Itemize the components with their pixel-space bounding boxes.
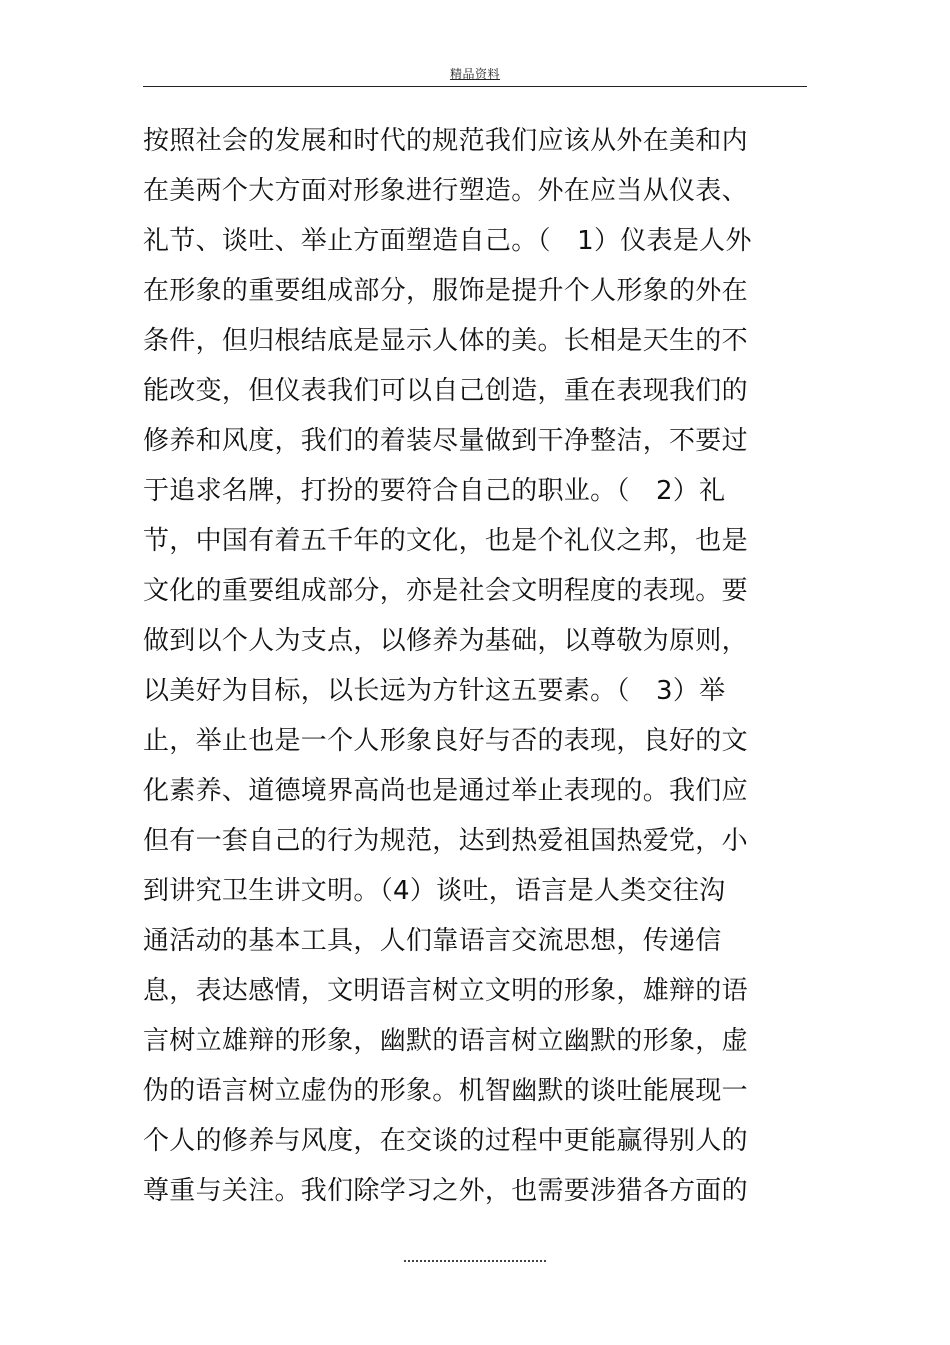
text-line-19: 言树立雄辩的形象，幽默的语言树立幽默的形象，虚 (143, 1026, 748, 1056)
text-line-18: 息，表达感情，文明语言树立文明的形象，雄辩的语 (143, 976, 748, 1006)
text-line-17: 通活动的基本工具，人们靠语言交流思想，传递信 (143, 926, 722, 956)
text-line-13: 止，举止也是一个人形象良好与否的表现，良好的文 (143, 726, 748, 756)
text-line-3: 礼节、谈吐、举止方面塑造自己。（ 1）仪表是人外 (143, 226, 752, 256)
text-line-20: 伪的语言树立虚伪的形象。机智幽默的谈吐能展现一 (143, 1076, 748, 1106)
text-line-10: 文化的重要组成部分，亦是社会文明程度的表现。要 (143, 576, 748, 606)
text-line-2: 在美两个大方面对形象进行塑造。外在应当从仪表、 (143, 176, 748, 206)
text-line-15: 但有一套自己的行为规范，达到热爱祖国热爱党，小 (143, 826, 748, 856)
text-line-22: 尊重与关注。我们除学习之外，也需要涉猎各方面的 (143, 1176, 748, 1206)
body-text (143, 116, 793, 1216)
text-line-12: 以美好为目标，以长远为方针这五要素。（ 3）举 (143, 676, 726, 706)
text-line-14: 化素养、道德境界高尚也是通过举止表现的。我们应 (143, 776, 748, 806)
header-label: 精品资料 (449, 67, 500, 81)
footer-dotted-rule (404, 1260, 546, 1262)
text-line-11: 做到以个人为支点，以修养为基础，以尊敬为原则， (143, 626, 748, 656)
text-line-21: 个人的修养与风度，在交谈的过程中更能赢得别人的 (143, 1126, 748, 1156)
text-line-9: 节，中国有着五千年的文化，也是个礼仪之邦，也是 (143, 526, 748, 556)
text-line-6: 能改变，但仪表我们可以自己创造，重在表现我们的 (143, 376, 748, 406)
text-line-8: 于追求名牌，打扮的要符合自己的职业。（ 2）礼 (143, 476, 726, 506)
text-line-1: 按照社会的发展和时代的规范我们应该从外在美和内 (143, 126, 748, 156)
text-line-7: 修养和风度，我们的着装尽量做到干净整洁，不要过 (143, 426, 748, 456)
text-line-16: 到讲究卫生讲文明。（4）谈吐，语言是人类交往沟 (143, 876, 726, 906)
text-line-5: 条件，但归根结底是显示人体的美。长相是天生的不 (143, 326, 748, 356)
text-line-4: 在形象的重要组成部分，服饰是提升个人形象的外在 (143, 276, 748, 306)
page-header (143, 62, 807, 87)
